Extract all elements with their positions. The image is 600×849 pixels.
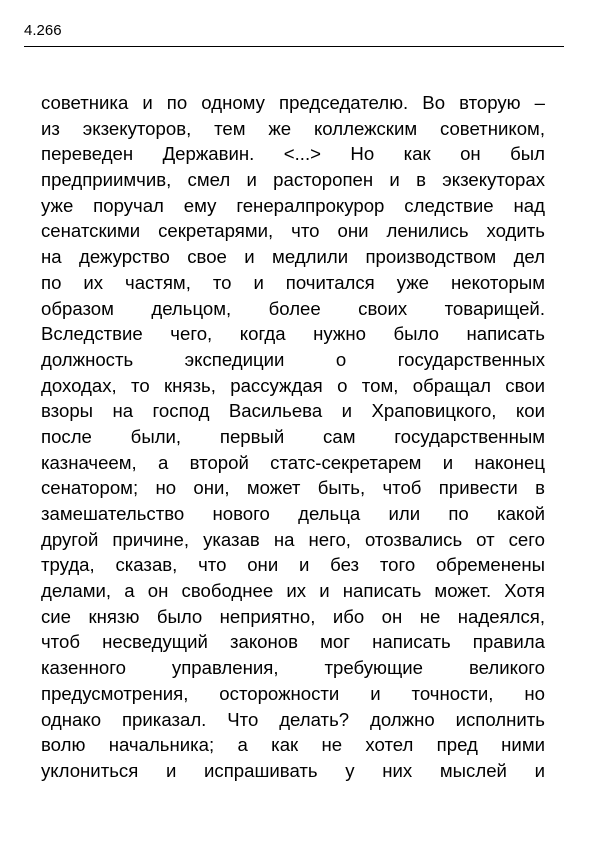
text-line: должность экспедиции о государственных	[41, 348, 545, 370]
text-line: казенного управления, требующие великого	[41, 657, 545, 679]
text-line: труда, сказав, что они и без того обременены	[41, 554, 545, 576]
text-line: казначеем, а второй статс-секретарем и наконец	[41, 451, 545, 473]
text-line: уклониться и испрашивать у них мыслей и	[41, 759, 545, 781]
text-line: советника и по одному председателю. Во вторую –	[41, 92, 545, 113]
text-line: сенатскими секретарями, что они ленились ходить	[41, 220, 545, 242]
body-text	[41, 90, 545, 784]
page-number: 4.266	[24, 22, 62, 39]
text-line: доходах, то князь, рассуждая о том, обращал свои	[41, 374, 545, 396]
text-line: на дежурство свое и медлили производством дел	[41, 246, 545, 268]
text-line: по их частям, то и почитался уже некоторым	[41, 271, 545, 293]
text-line: переведен Державин. <...> Но как он был	[41, 143, 545, 165]
text-line: сие князю было неприятно, ибо он не надеялся,	[41, 605, 545, 627]
text-line: Вследствие чего, когда нужно было написать	[41, 323, 545, 345]
text-line: предприимчив, смел и расторопен и в экзекуторах	[41, 169, 545, 191]
text-line: другой причине, указав на него, отозвались от сего	[41, 528, 545, 550]
text-line: замешательство нового дельца или по какой	[41, 503, 545, 524]
text-line: из экзекуторов, тем же коллежским советником,	[41, 117, 545, 139]
text-line: взоры на господ Васильева и Храповицкого, кои	[41, 400, 545, 422]
text-line: чтоб несведущий законов мог написать правила	[41, 631, 545, 653]
text-line: уже поручал ему генералпрокурор следствие над	[41, 194, 545, 216]
text-line: предусмотрения, осторожности и точности, но	[41, 682, 545, 704]
text-line: волю начальника; а как не хотел пред ними	[41, 734, 545, 756]
text-line: делами, а он свободнее их и написать может. Хотя	[41, 580, 545, 602]
text-line: после были, первый сам государственным	[41, 425, 545, 447]
text-line: образом дельцом, более своих товарищей.	[41, 297, 545, 319]
header-divider	[24, 46, 564, 47]
text-line: однако приказал. Что делать? должно исполнить	[41, 708, 545, 730]
text-line: сенатором; но они, может быть, чтоб привести в	[41, 477, 545, 499]
